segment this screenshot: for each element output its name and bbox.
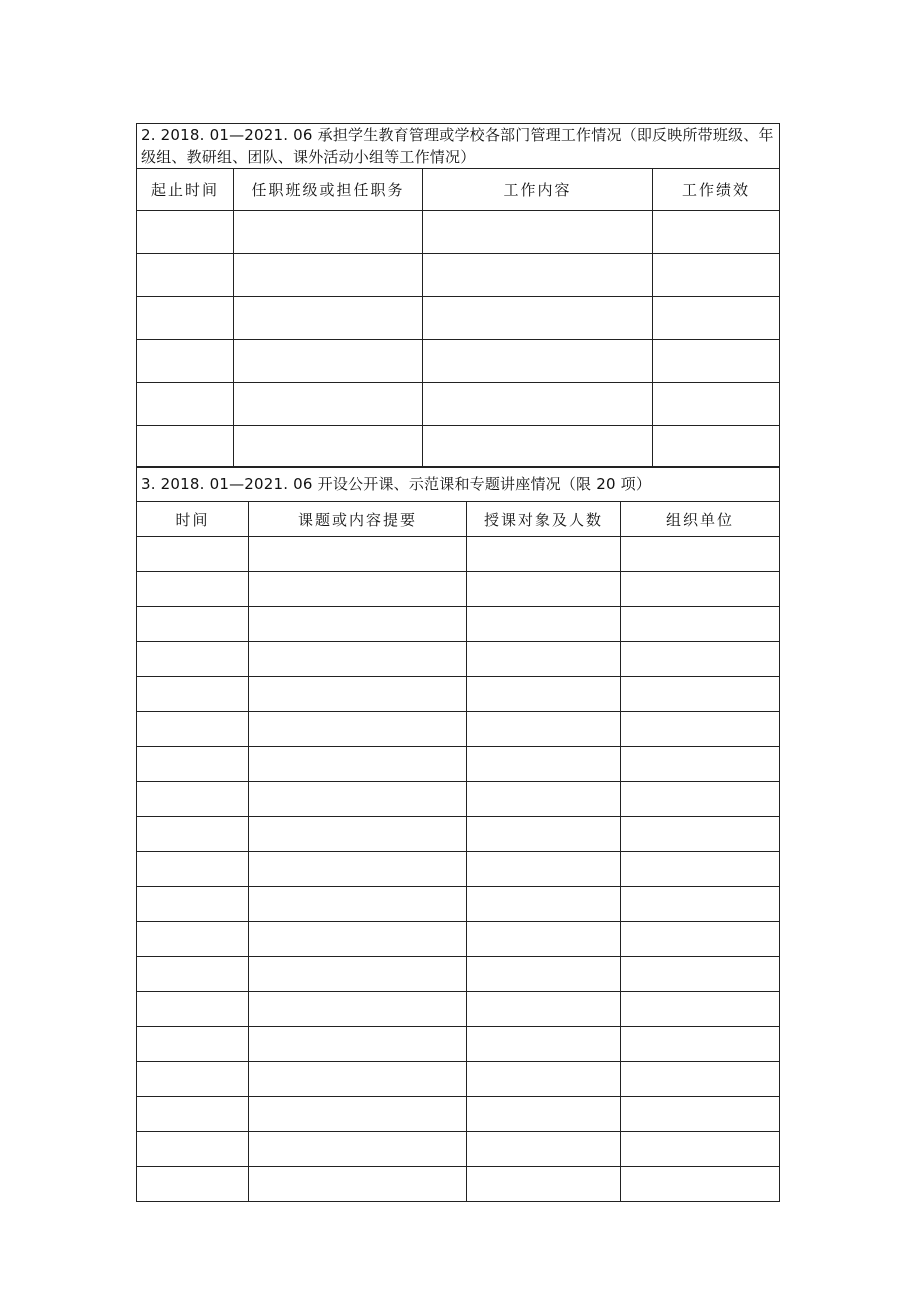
table-cell[interactable]	[621, 1132, 780, 1167]
table-row	[137, 782, 780, 817]
table-row	[137, 922, 780, 957]
column-header: 起止时间	[137, 169, 234, 211]
table-cell[interactable]	[234, 254, 423, 297]
table-cell[interactable]	[137, 817, 249, 852]
table-row	[137, 297, 780, 340]
table-cell[interactable]	[137, 297, 234, 340]
table-cell[interactable]	[249, 607, 467, 642]
column-header: 任职班级或担任职务	[234, 169, 423, 211]
table-row	[137, 1097, 780, 1132]
table-cell[interactable]	[137, 712, 249, 747]
table-cell[interactable]	[621, 1167, 780, 1202]
table-cell[interactable]	[234, 426, 423, 468]
table-cell[interactable]	[467, 747, 621, 782]
table-cell[interactable]	[137, 887, 249, 922]
table-cell[interactable]	[249, 782, 467, 817]
table-cell[interactable]	[137, 607, 249, 642]
table-cell[interactable]	[137, 383, 234, 426]
table-cell[interactable]	[137, 782, 249, 817]
table-cell[interactable]	[467, 1062, 621, 1097]
table-cell[interactable]	[137, 1132, 249, 1167]
table-row	[137, 642, 780, 677]
section-title-row	[137, 467, 780, 502]
management-work-table	[136, 123, 780, 468]
table-row	[137, 1132, 780, 1167]
table-cell[interactable]	[467, 1132, 621, 1167]
table-row	[137, 340, 780, 383]
table-cell[interactable]	[249, 992, 467, 1027]
table-row	[137, 1027, 780, 1062]
column-header: 课题或内容提要	[249, 502, 467, 537]
section-title: 2. 2018. 01—2021. 06 承担学生教育管理或学校各部门管理工作情况（即反映所带班级、年级组、教研组、团队、课外活动小组等工作情况）	[137, 124, 780, 169]
table-cell[interactable]	[137, 572, 249, 607]
table-cell[interactable]	[467, 642, 621, 677]
table-row	[137, 572, 780, 607]
table-cell[interactable]	[249, 1132, 467, 1167]
table-cell[interactable]	[137, 922, 249, 957]
table-cell[interactable]	[249, 1062, 467, 1097]
table-cell[interactable]	[467, 922, 621, 957]
table-cell[interactable]	[621, 1027, 780, 1062]
table-cell[interactable]	[423, 383, 653, 426]
table-cell[interactable]	[467, 957, 621, 992]
table-cell[interactable]	[621, 957, 780, 992]
table-cell[interactable]	[467, 852, 621, 887]
table-row	[137, 537, 780, 572]
table-cell[interactable]	[423, 254, 653, 297]
table-cell[interactable]	[653, 383, 780, 426]
table-cell[interactable]	[249, 642, 467, 677]
header-row	[137, 502, 780, 537]
table-row	[137, 254, 780, 297]
table-cell[interactable]	[621, 572, 780, 607]
table-cell[interactable]	[467, 1027, 621, 1062]
table-cell[interactable]	[249, 852, 467, 887]
table-cell[interactable]	[621, 887, 780, 922]
table-row	[137, 852, 780, 887]
column-header: 工作绩效	[653, 169, 780, 211]
table-cell[interactable]	[234, 340, 423, 383]
table-cell[interactable]	[249, 887, 467, 922]
table-row	[137, 677, 780, 712]
table-cell[interactable]	[137, 642, 249, 677]
table-cell[interactable]	[249, 957, 467, 992]
table-cell[interactable]	[621, 992, 780, 1027]
table-cell[interactable]	[137, 1062, 249, 1097]
table-cell[interactable]	[621, 607, 780, 642]
table-cell[interactable]	[467, 572, 621, 607]
table-cell[interactable]	[137, 992, 249, 1027]
table-cell[interactable]	[249, 1167, 467, 1202]
table-cell[interactable]	[137, 1027, 249, 1062]
table-cell[interactable]	[467, 817, 621, 852]
table-row	[137, 426, 780, 468]
header-row	[137, 169, 780, 211]
table-cell[interactable]	[621, 817, 780, 852]
table-cell[interactable]	[653, 254, 780, 297]
table-row	[137, 607, 780, 642]
table-cell[interactable]	[249, 817, 467, 852]
table-cell[interactable]	[467, 1097, 621, 1132]
table-cell[interactable]	[467, 1167, 621, 1202]
table-row	[137, 383, 780, 426]
column-header: 授课对象及人数	[467, 502, 621, 537]
table-cell[interactable]	[137, 957, 249, 992]
table-cell[interactable]	[137, 211, 234, 254]
table-cell[interactable]	[137, 426, 234, 468]
table-cell[interactable]	[249, 1097, 467, 1132]
table-cell[interactable]	[137, 677, 249, 712]
table-cell[interactable]	[423, 297, 653, 340]
table-cell[interactable]	[621, 677, 780, 712]
table-cell[interactable]	[137, 254, 234, 297]
table-cell[interactable]	[621, 642, 780, 677]
table-cell[interactable]	[467, 607, 621, 642]
table-cell[interactable]	[653, 426, 780, 468]
table-cell[interactable]	[137, 1167, 249, 1202]
table-row	[137, 957, 780, 992]
table-cell[interactable]	[234, 383, 423, 426]
table-row	[137, 747, 780, 782]
table-row	[137, 817, 780, 852]
table-cell[interactable]	[137, 747, 249, 782]
table-cell[interactable]	[467, 992, 621, 1027]
column-header: 组织单位	[621, 502, 780, 537]
table-cell[interactable]	[467, 782, 621, 817]
table-cell[interactable]	[249, 537, 467, 572]
table-cell[interactable]	[249, 572, 467, 607]
table-cell[interactable]	[249, 922, 467, 957]
table-cell[interactable]	[249, 1027, 467, 1062]
table-cell[interactable]	[249, 712, 467, 747]
table-cell[interactable]	[423, 211, 653, 254]
table-cell[interactable]	[621, 1097, 780, 1132]
table-cell[interactable]	[621, 1062, 780, 1097]
section-title-row	[137, 124, 780, 169]
table-cell[interactable]	[234, 297, 423, 340]
table-cell[interactable]	[621, 852, 780, 887]
section-title: 3. 2018. 01—2021. 06 开设公开课、示范课和专题讲座情况（限 20 项）	[137, 467, 780, 502]
table-cell[interactable]	[467, 887, 621, 922]
table-row	[137, 1167, 780, 1202]
table-cell[interactable]	[621, 782, 780, 817]
table-cell[interactable]	[653, 211, 780, 254]
table-cell[interactable]	[621, 712, 780, 747]
table-cell[interactable]	[653, 340, 780, 383]
table-cell[interactable]	[423, 426, 653, 468]
table-cell[interactable]	[621, 922, 780, 957]
table-row	[137, 211, 780, 254]
table-row	[137, 712, 780, 747]
table-cell[interactable]	[249, 747, 467, 782]
table-cell[interactable]	[234, 211, 423, 254]
table-cell[interactable]	[137, 340, 234, 383]
table-cell[interactable]	[249, 677, 467, 712]
column-header: 工作内容	[423, 169, 653, 211]
table-row	[137, 992, 780, 1027]
table-cell[interactable]	[653, 297, 780, 340]
table-cell[interactable]	[467, 712, 621, 747]
table-cell[interactable]	[467, 677, 621, 712]
table-row	[137, 887, 780, 922]
table-cell[interactable]	[621, 747, 780, 782]
table-cell[interactable]	[423, 340, 653, 383]
table-cell[interactable]	[137, 537, 249, 572]
table-cell[interactable]	[137, 852, 249, 887]
table-cell[interactable]	[467, 537, 621, 572]
column-header: 时间	[137, 502, 249, 537]
public-lessons-table	[136, 466, 780, 1202]
table-row	[137, 1062, 780, 1097]
table-cell[interactable]	[137, 1097, 249, 1132]
table-cell[interactable]	[621, 537, 780, 572]
